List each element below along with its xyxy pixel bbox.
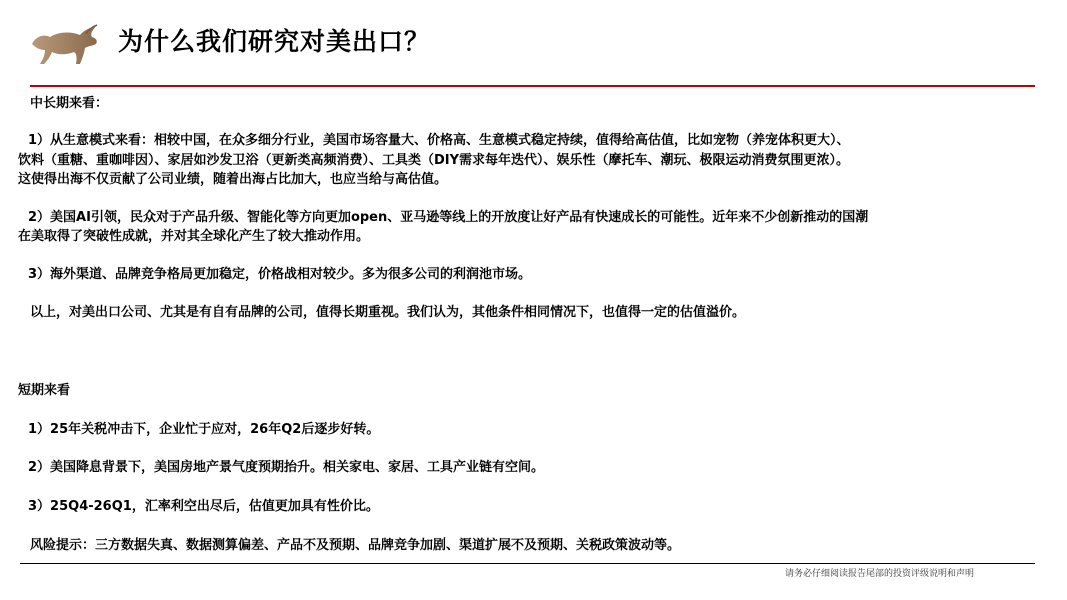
long-term-point-1-line-1: 1）从生意模式来看：相较中国，在众多细分行业，美国市场容量大、价格高、生意模式稳定持续，值得给高估值，比如宠物（养宠体积更大）、	[28, 133, 850, 148]
title-divider	[30, 85, 1035, 87]
short-term-heading: 短期来看	[18, 383, 71, 398]
short-term-point-3: 3）25Q4-26Q1，汇率利空出尽后，估值更加具有性价比。	[28, 499, 379, 514]
bull-logo-icon	[30, 22, 100, 66]
page-title: 为什么我们研究对美出口？	[118, 27, 431, 56]
long-term-conclusion: 以上，对美出口公司、尤其是有自有品牌的公司，值得长期重视。我们认为，其他条件相同情况下，也值得一定的估值溢价。	[30, 305, 746, 320]
risk-warning: 风险提示：三方数据失真、数据测算偏差、产品不及预期、品牌竞争加剧、渠道扩展不及预期、关税政策波动等。	[30, 538, 681, 553]
long-term-point-3: 3）海外渠道、品牌竞争格局更加稳定，价格战相对较少。多为很多公司的利润池市场。	[28, 267, 532, 282]
footer-divider	[20, 563, 1035, 564]
footer-disclaimer: 请务必仔细阅读报告尾部的投资评级说明和声明	[785, 569, 975, 579]
long-term-point-1-line-2: 饮料（重糖、重咖啡因）、家居如沙发卫浴（更新类高频消费）、工具类（DIY需求每年迭代）、娱乐性（摩托车、潮玩、极限运动消费氛围更浓）。	[18, 153, 850, 168]
short-term-point-2: 2）美国降息背景下，美国房地产景气度预期抬升。相关家电、家居、工具产业链有空间。	[28, 460, 545, 475]
long-term-heading: 中长期来看：	[30, 96, 109, 111]
long-term-point-2-line-2: 在美取得了突破性成就，并对其全球化产生了较大推动作用。	[18, 229, 370, 244]
short-term-point-1: 1）25年关税冲击下，企业忙于应对，26年Q2后逐步好转。	[28, 422, 380, 437]
long-term-point-2-line-1: 2）美国AI引领，民众对于产品升级、智能化等方向更加open、亚马逊等线上的开放度让好产品有快速成长的可能性。近年来不少创新推动的国潮	[28, 210, 869, 225]
long-term-point-1-line-3: 这使得出海不仅贡献了公司业绩，随着出海占比加大，也应当给与高估值。	[18, 172, 448, 187]
